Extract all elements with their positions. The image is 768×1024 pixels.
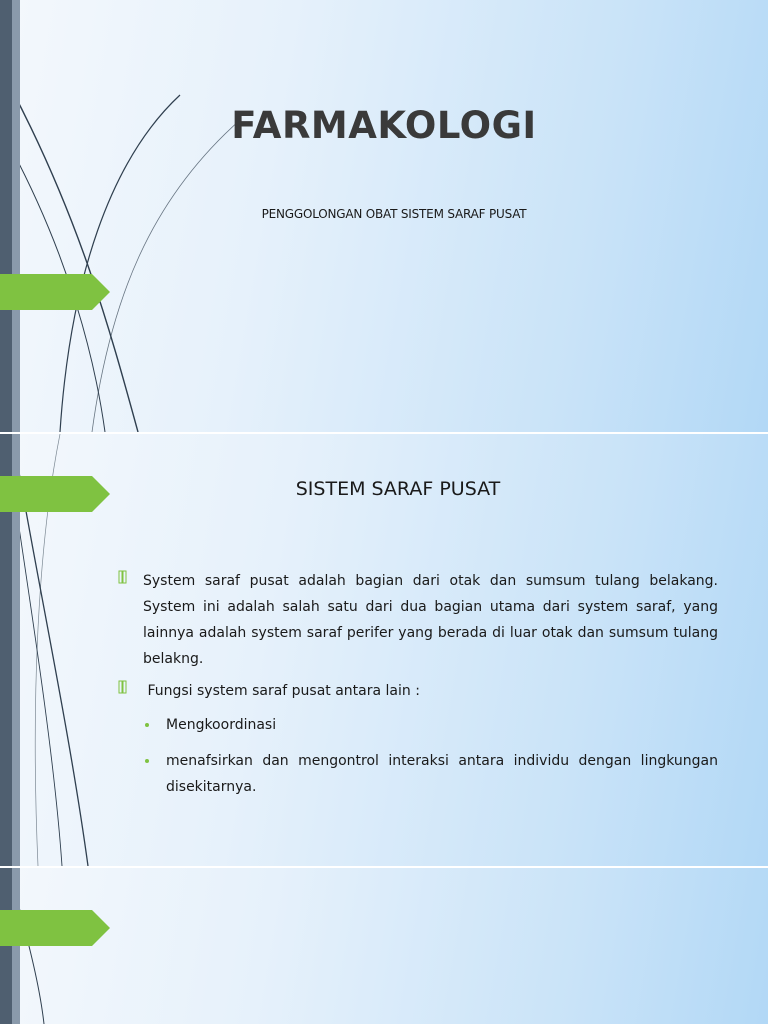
bullet-dot-icon <box>145 759 149 763</box>
bullet-item <box>118 678 718 704</box>
bullet-text: System saraf pusat adalah bagian dari otak dan sumsum tulang belakang. System ini adalah salah satu dari dua bagian utama dari system saraf, yang lainnya adalah system saraf perifer yang berada di luar otak dan sumsum tulang belakng. <box>143 573 718 667</box>
green-arrow-tab <box>0 274 110 310</box>
swoosh-lines-decoration <box>0 868 768 1024</box>
slide-1 <box>0 0 768 432</box>
slide-subtitle: PENGGOLONGAN OBAT SISTEM SARAF PUSAT <box>261 207 527 221</box>
slide-title: SISTEM SARAF PUSAT <box>295 478 501 500</box>
sub-bullet-item <box>118 712 718 738</box>
sub-bullet-text: menafsirkan dan mengontrol interaksi antara individu dengan lingkungan disekitarnya. <box>166 753 718 795</box>
bullet-dot-icon <box>145 723 149 727</box>
slide-content <box>118 568 718 800</box>
slide-2 <box>0 434 768 866</box>
bullet-icon <box>118 570 128 584</box>
slide-title: FARMAKOLOGI <box>231 104 537 147</box>
sub-bullet-item <box>118 748 718 800</box>
sub-bullet-text: Mengkoordinasi <box>166 717 277 733</box>
slide-3 <box>0 868 768 1024</box>
green-arrow-tab <box>0 910 110 946</box>
bullet-icon <box>118 680 128 694</box>
bullet-item <box>118 568 718 672</box>
slide-sidebar <box>0 868 20 1024</box>
bullet-text: Fungsi system saraf pusat antara lain : <box>143 683 420 699</box>
